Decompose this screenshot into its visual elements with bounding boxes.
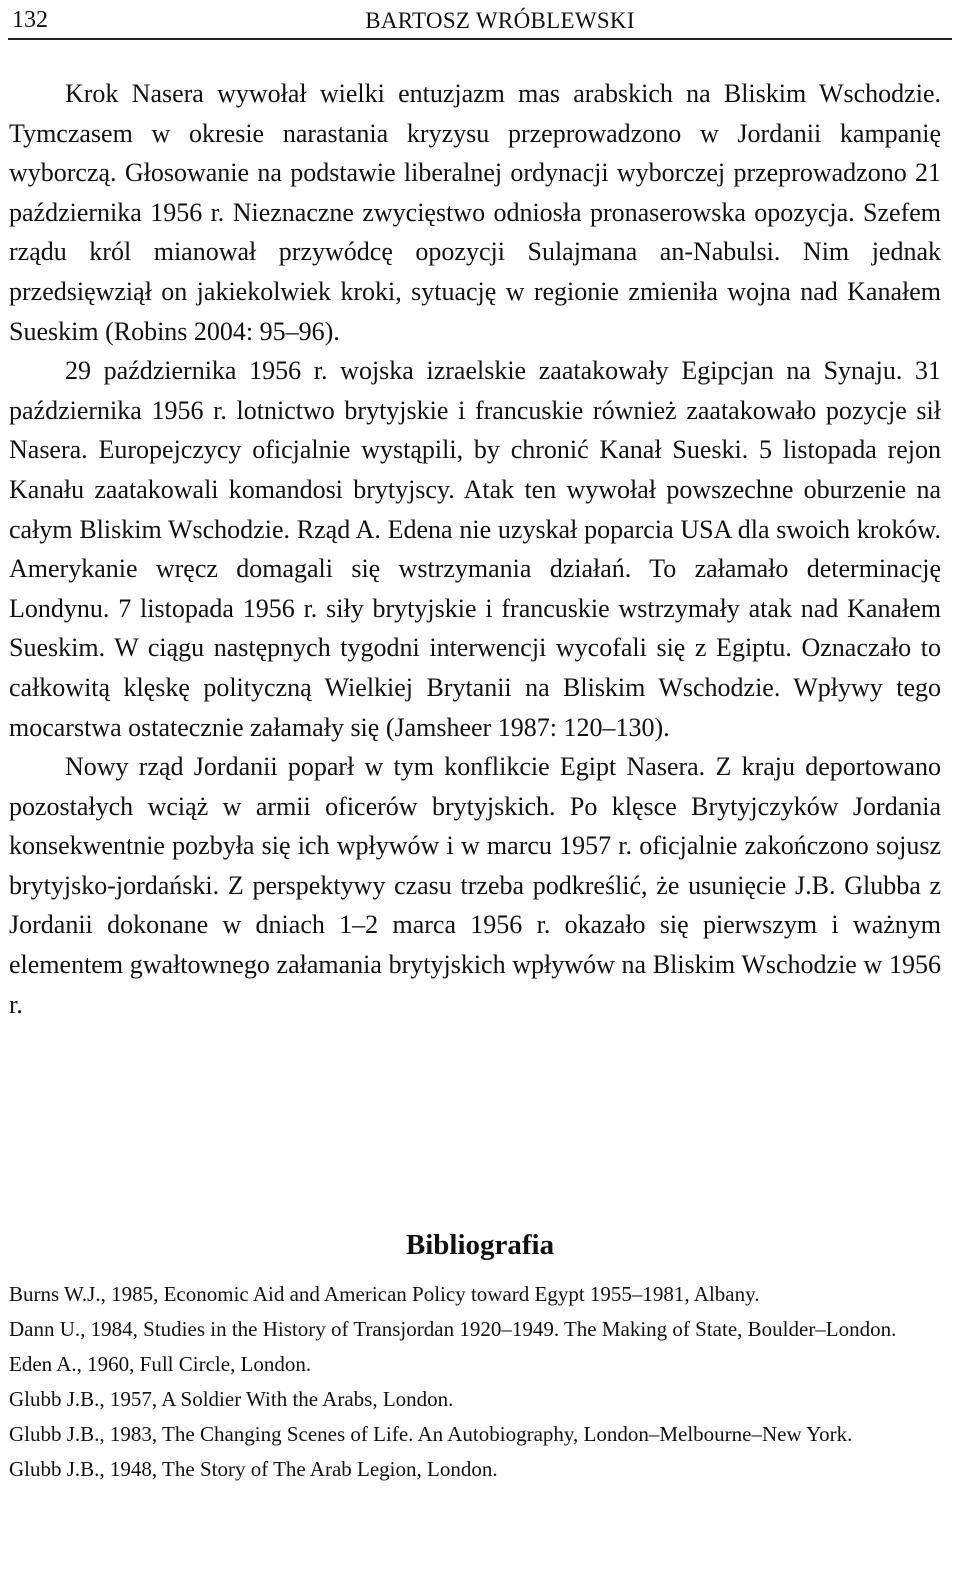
bibliography-heading: Bibliografia [405,1229,555,1262]
bibliography-list [9,1278,941,1488]
paragraph: Krok Nasera wywołał wielki entuzjazm mas arabskich na Bliskim Wschodzie. Tymczasem w okresie narastania kryzysu przeprowadzono w Jordanii kampanię wyborczą. Głosowanie na podstawie liberalnej ordynacji wyborczej przeprowadzono 21 października 1956 r. Nieznaczne zwycięstwo odniosła pronaserowska opozycja. Szefem rządu król mianował przywódcę opozycji Sulajmana an-Nabulsi. Nim jednak przedsięwziął on jakiekolwiek kroki, sytuację w regionie zmieniła wojna nad Kanałem Sueskim (Robins 2004: 95–96). [9,79,941,346]
page-number: 132 [12,7,48,33]
bibliography-entry: Glubb J.B., 1983, The Changing Scenes of Life. An Autobiography, London–Melbourne–New York. [9,1422,853,1446]
body-text [9,74,941,1024]
running-header [8,4,952,40]
bibliography-entry: Eden A., 1960, Full Circle, London. [9,1352,312,1376]
paragraph: Nowy rząd Jordanii poparł w tym konflikcie Egipt Nasera. Z kraju deportowano pozostałych wciąż w armii oficerów brytyjskich. Po klęsce Brytyjczyków Jordania konsekwentnie pozbyła się ich wpływów i w marcu 1957 r. oficjalnie zakończono sojusz brytyjsko-jordański. Z perspektywy czasu trzeba podkreślić, że usunięcie J.B. Glubba z Jordanii dokonane w dniach 1–2 marca 1956 r. okazało się pierwszym i ważnym elementem gwałtownego załamania brytyjskich wpływów na Bliskim Wschodzie w 1956 r. [9,752,941,1019]
bibliography-entry: Dann U., 1984, Studies in the History of Transjordan 1920–1949. The Making of State, Boulder–London. [9,1317,897,1341]
bibliography-entry: Glubb J.B., 1957, A Soldier With the Arabs, London. [9,1387,454,1411]
header-author: BARTOSZ WRÓBLEWSKI [365,8,635,33]
bibliography-entry: Glubb J.B., 1948, The Story of The Arab Legion, London. [9,1457,498,1481]
bibliography-entry: Burns W.J., 1985, Economic Aid and American Policy toward Egypt 1955–1981, Albany. [9,1282,760,1306]
paragraph: 29 października 1956 r. wojska izraelskie zaatakowały Egipcjan na Synaju. 31 października 1956 r. lotnictwo brytyjskie i francuskie również zaatakowało pozycje sił Nasera. Europejczycy oficjalnie wystąpili, by chronić Kanał Sueski. 5 listopada rejon Kanału zaatakowali komandosi brytyjscy. Atak ten wywołał powszechne oburzenie na całym Bliskim Wschodzie. Rząd A. Edena nie uzyskał poparcia USA dla swoich kroków. Amerykanie wręcz domagali się wstrzymania działań. To załamało determinację Londynu. 7 listopada 1956 r. siły brytyjskie i francuskie wstrzymały atak nad Kanałem Sueskim. W ciągu następnych tygodni interwencji wycofali się z Egiptu. Oznaczało to całkowitą klęskę polityczną Wielkiej Brytanii na Bliskim Wschodzie. Wpływy tego mocarstwa ostatecznie załamały się (Jamsheer 1987: 120–130). [9,356,941,742]
